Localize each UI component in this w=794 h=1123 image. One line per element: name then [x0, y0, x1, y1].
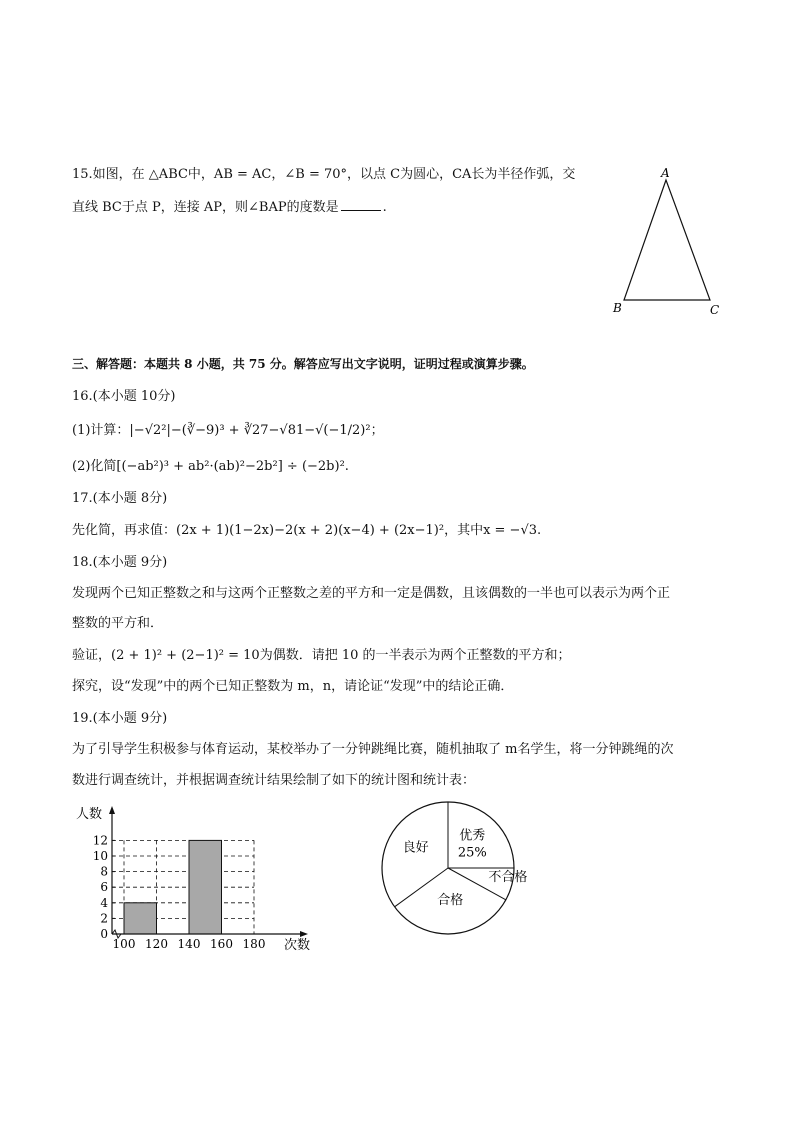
- answer-blank: [341, 198, 381, 211]
- x-tick-label: 180: [242, 937, 266, 951]
- pie-slice-label: 不合格: [488, 869, 528, 885]
- q16-part1-prefix: (1)计算：: [72, 423, 130, 438]
- pie-slice-label: 良好: [402, 840, 429, 856]
- y-tick-label: 2: [100, 911, 108, 926]
- triangle-figure: [600, 160, 740, 325]
- q16-part1-expr: |−√2²|−(∛−9)³ + ∛27−√81−√(−1/2)²；: [129, 423, 384, 438]
- histogram-x-label: 次数: [284, 938, 311, 953]
- q18-header: 18.(本小题 9分): [72, 555, 168, 570]
- q18-line1: 发现两个已知正整数之和与这两个正整数之差的平方和一定是偶数，且该偶数的一半也可以表示为两个正: [72, 586, 671, 601]
- x-tick-label: 160: [210, 937, 233, 951]
- x-tick-label: 100: [112, 937, 136, 951]
- q18-line3: 验证，(2 + 1)² + (2−1)² = 10为偶数．请把 10 的一半表示为两个正整数的平方和；: [72, 648, 571, 663]
- q16-part1: [72, 422, 384, 440]
- x-tick-label: 140: [177, 937, 201, 951]
- vertex-label-c: C: [710, 303, 720, 317]
- x-tick-label: 120: [145, 937, 168, 951]
- x-axis-arrow: [300, 931, 308, 937]
- pie-chart: [370, 798, 540, 948]
- q18-line2: 整数的平方和．: [72, 616, 164, 631]
- y-tick-label: 4: [100, 895, 108, 910]
- y-tick-label: 6: [100, 880, 108, 895]
- histogram-y-label: 人数: [76, 807, 103, 822]
- q19-line2: 数进行调查统计，并根据调查统计结果绘制了如下的统计图和统计表：: [72, 773, 476, 788]
- y-tick-label: 10: [92, 849, 108, 863]
- histogram-bar: [124, 903, 157, 934]
- q15-line2-end: .: [382, 200, 387, 215]
- q19-header: 19.(本小题 9分): [72, 711, 168, 726]
- pie-slice-label: 合格: [437, 893, 464, 909]
- y-axis-arrow: [109, 806, 115, 814]
- q15-line2-text: 直线 BC于点 P，连接 AP，则∠BAP的度数是: [72, 200, 339, 215]
- pie-slices: [382, 802, 514, 934]
- y-tick-label: 0: [100, 927, 108, 941]
- histogram-chart: [68, 798, 328, 958]
- q15-line1: 15.如图，在 △ABC中，AB = AC，∠B = 70°，以点 C为圆心，CA长为半径作弧，交: [72, 167, 576, 182]
- q18-line4: 探究，设“发现”中的两个已知正整数为 m，n，请论证“发现”中的结论正确．: [72, 679, 514, 694]
- pie-slice-value: 25%: [457, 845, 487, 861]
- q17-body: 先化简，再求值：(2x + 1)(1−2x)−2(x + 2)(x−4) + (2x−1)²，其中x = −√3.: [72, 523, 542, 538]
- histogram-bar: [189, 840, 222, 934]
- y-tick-label: 12: [92, 833, 108, 848]
- q15-line2: [72, 198, 387, 217]
- vertex-label-a: A: [661, 166, 670, 180]
- section3-title: 三、解答题：本题共 8 小题，共 75 分。解答应写出文字说明，证明过程或演算步骤。: [72, 357, 534, 371]
- q16-part2: (2)化简[(−ab²)³ + ab²·(ab)²−2b²] ÷ (−2b)².: [72, 459, 349, 474]
- histogram-bars: [124, 840, 222, 934]
- y-tick-label: 8: [100, 864, 108, 879]
- q19-line1: 为了引导学生积极参与体育运动，某校举办了一分钟跳绳比赛，随机抽取了 m名学生，将一分钟跳绳的次: [72, 742, 674, 757]
- q16-header: 16.(本小题 10分): [72, 389, 176, 404]
- triangle-abc: [624, 180, 710, 300]
- histogram-x-ticks: [113, 937, 266, 951]
- vertex-label-b: B: [613, 301, 622, 315]
- pie-slice-label: 优秀: [459, 828, 486, 844]
- q17-header: 17.(本小题 8分): [72, 491, 168, 506]
